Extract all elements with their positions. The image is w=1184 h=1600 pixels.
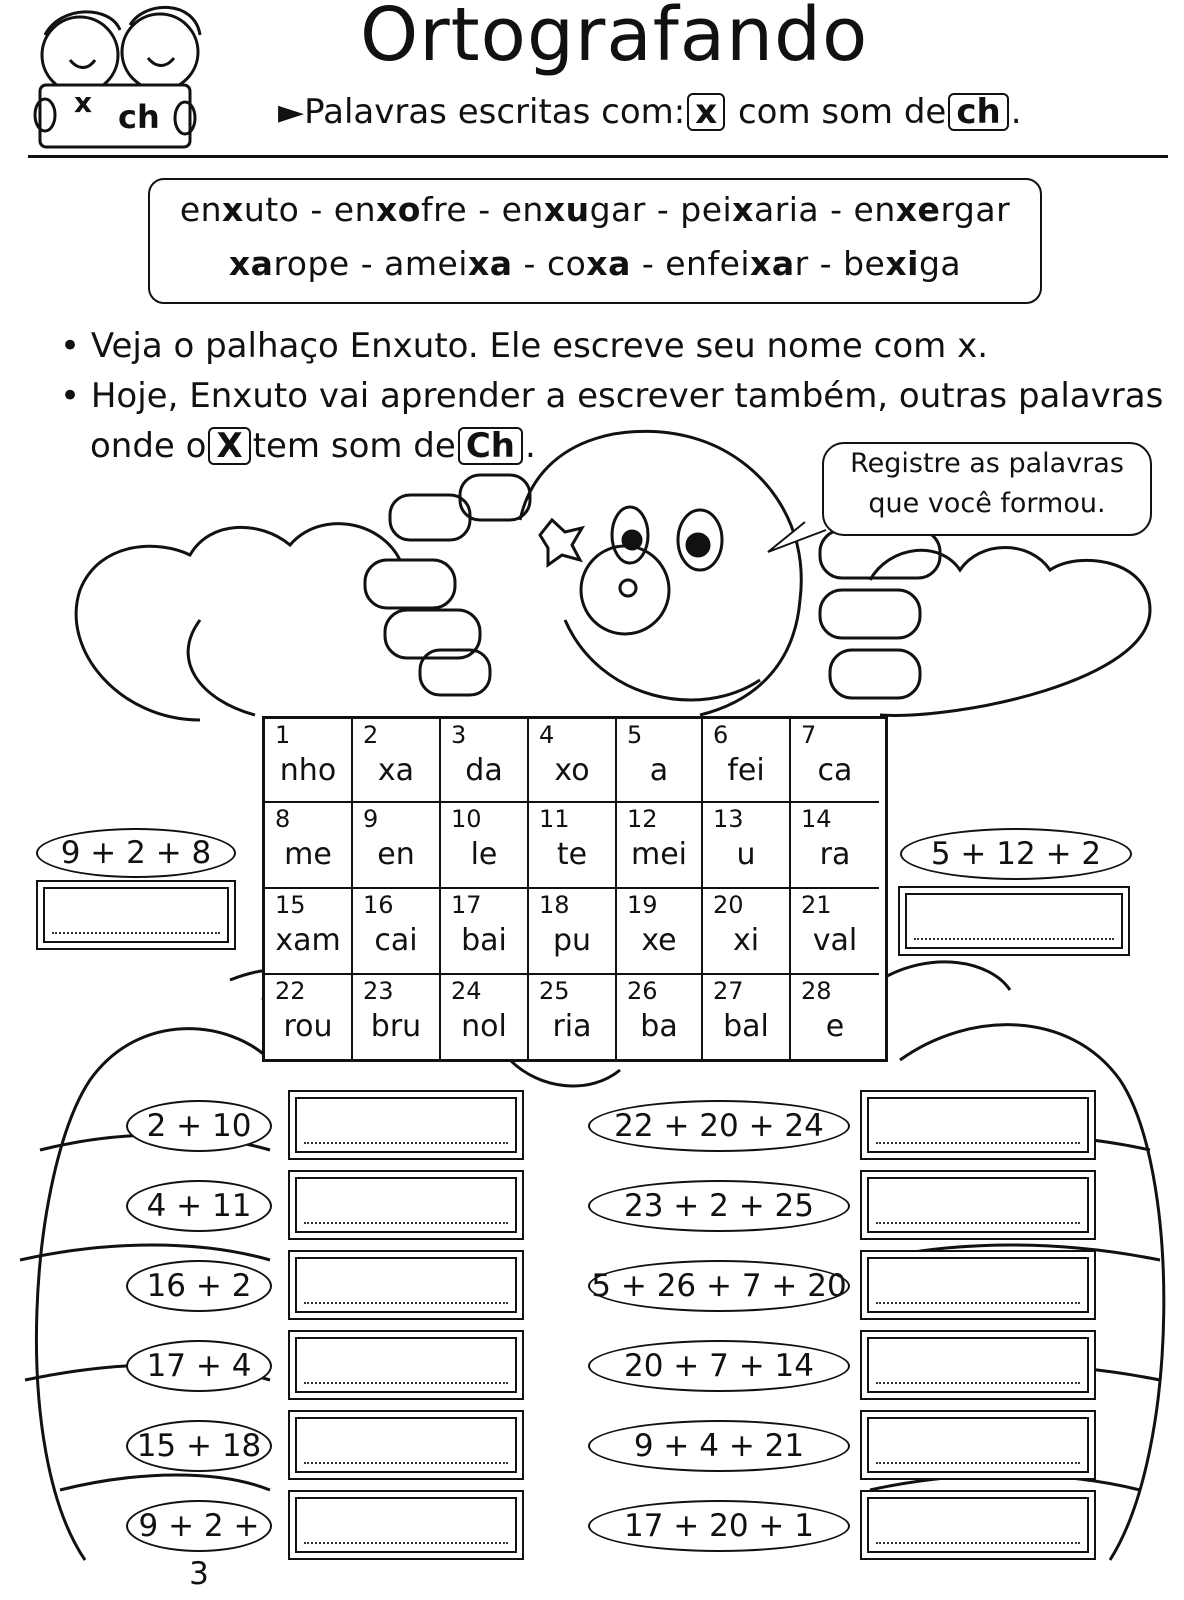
syllable-cell <box>703 889 791 975</box>
syllable-number: 28 <box>801 977 832 1005</box>
syllable-number: 27 <box>713 977 744 1005</box>
syllable-cell <box>617 889 703 975</box>
word-separator: - <box>819 190 854 229</box>
syllable-text: da <box>465 753 503 788</box>
word-part: r <box>794 244 809 283</box>
answer-box-right[interactable] <box>860 1090 1096 1160</box>
word-part: enfei <box>665 244 751 283</box>
word-separator: - <box>630 244 666 283</box>
word-separator: - <box>808 244 844 283</box>
answer-box-left[interactable] <box>288 1330 524 1400</box>
syllable-text: ba <box>640 1009 678 1044</box>
syllable-number: 10 <box>451 805 482 833</box>
word-part: amei <box>384 244 468 283</box>
word-part: uto <box>243 190 300 229</box>
sum-oval-left: 4 + 11 <box>126 1180 272 1232</box>
syllable-text: xam <box>275 923 341 958</box>
syllable-number: 7 <box>801 721 817 749</box>
syllable-text: nho <box>279 753 337 788</box>
syllable-cell <box>353 803 441 889</box>
speech-bubble-line-1: Registre as palavras <box>850 448 1124 479</box>
word-part: gar <box>589 190 646 229</box>
sum-oval-left: 2 + 10 <box>126 1100 272 1152</box>
syllable-number: 14 <box>801 805 832 833</box>
word-separator: - <box>299 190 334 229</box>
word-part: ga <box>918 244 962 283</box>
word-list-line-1 <box>150 190 1040 229</box>
instruction-ch-box: Ch <box>458 427 523 465</box>
instruction-x-box: X <box>208 427 250 465</box>
subtitle-end: . <box>1010 92 1022 132</box>
subtitle-prefix: ►Palavras escritas com: <box>278 92 686 132</box>
sum-oval-left: 16 + 2 <box>126 1260 272 1312</box>
syllable-number: 4 <box>539 721 555 749</box>
syllable-number: 1 <box>275 721 291 749</box>
subtitle <box>278 92 1022 132</box>
subtitle-ch-box: ch <box>948 93 1008 131</box>
syllable-cell <box>441 889 529 975</box>
sum-oval-middle: 20 + 7 + 14 <box>588 1340 850 1392</box>
syllable-cell <box>353 889 441 975</box>
answer-box-right[interactable] <box>860 1490 1096 1560</box>
syllable-cell <box>791 803 879 889</box>
syllable-cell <box>265 803 353 889</box>
syllable-text: xi <box>732 923 760 958</box>
syllable-number: 16 <box>363 891 394 919</box>
card-x-letter: x <box>74 86 93 119</box>
syllable-text: en <box>377 837 415 872</box>
word-part: fre <box>420 190 468 229</box>
syllable-cell <box>617 719 703 803</box>
syllable-cell <box>703 803 791 889</box>
word-part: rope <box>273 244 350 283</box>
syllable-number: 19 <box>627 891 658 919</box>
syllable-number: 2 <box>363 721 379 749</box>
word-separator: - <box>467 190 502 229</box>
syllable-text: te <box>556 837 588 872</box>
word-highlight: xa <box>750 244 795 283</box>
syllable-number: 23 <box>363 977 394 1005</box>
word-part: co <box>546 244 587 283</box>
syllable-text: cai <box>374 923 418 958</box>
syllable-cell <box>791 889 879 975</box>
word-part: be <box>843 244 886 283</box>
subtitle-mid: com som de <box>727 92 947 132</box>
answer-box-right[interactable] <box>860 1250 1096 1320</box>
syllable-number: 25 <box>539 977 570 1005</box>
sum-oval-middle: 9 + 4 + 21 <box>588 1420 850 1472</box>
sum-oval-middle: 5 + 26 + 7 + 20 <box>588 1260 850 1312</box>
word-highlight: xa <box>228 244 274 283</box>
syllable-text: xa <box>377 753 415 788</box>
syllable-cell <box>265 889 353 975</box>
answer-box-left-top[interactable] <box>36 880 236 950</box>
word-separator: - <box>512 244 547 283</box>
subtitle-x-box: x <box>687 93 725 131</box>
sum-oval-left: 9 + 2 + 3 <box>126 1500 272 1552</box>
syllable-cell <box>353 719 441 803</box>
syllable-cell <box>441 719 529 803</box>
syllable-cell <box>529 719 617 803</box>
answer-box-left[interactable] <box>288 1090 524 1160</box>
syllable-number: 5 <box>627 721 643 749</box>
instruction-line-3-end: . <box>524 426 536 466</box>
syllable-text: u <box>736 837 756 872</box>
syllable-number: 15 <box>275 891 306 919</box>
syllable-text: ca <box>817 753 853 788</box>
syllable-cell <box>265 975 353 1059</box>
card-ch-letter: ch <box>118 98 160 136</box>
syllable-text: me <box>284 837 332 872</box>
word-highlight: x <box>222 190 244 229</box>
sum-oval-middle: 23 + 2 + 25 <box>588 1180 850 1232</box>
syllable-cell <box>617 803 703 889</box>
syllable-text: nol <box>461 1009 507 1044</box>
syllable-text: pu <box>552 923 592 958</box>
sum-oval-middle: 17 + 20 + 1 <box>588 1500 850 1552</box>
syllable-number: 26 <box>627 977 658 1005</box>
syllable-text: a <box>649 753 669 788</box>
word-highlight: xe <box>895 190 941 229</box>
word-separator: - <box>645 190 681 229</box>
syllable-cell <box>791 975 879 1059</box>
syllable-number: 21 <box>801 891 832 919</box>
word-part: pei <box>680 190 733 229</box>
syllable-cell <box>529 803 617 889</box>
syllable-text: xe <box>641 923 677 958</box>
syllable-number: 18 <box>539 891 570 919</box>
word-highlight: xu <box>543 190 590 229</box>
instruction-line-3-pre: onde o <box>90 426 207 466</box>
answer-box-right[interactable] <box>860 1170 1096 1240</box>
syllable-text: bal <box>723 1009 769 1044</box>
syllable-number: 20 <box>713 891 744 919</box>
page-title: Ortografando <box>360 0 869 78</box>
syllable-text: mei <box>630 837 687 872</box>
sum-oval-left: 17 + 4 <box>126 1340 272 1392</box>
syllable-text: xo <box>554 753 590 788</box>
syllable-cell <box>441 803 529 889</box>
speech-bubble <box>822 442 1152 536</box>
word-part: en <box>853 190 896 229</box>
word-highlight: xo <box>375 190 421 229</box>
syllable-cell <box>265 719 353 803</box>
instruction-line-1: • Veja o palhaço Enxuto. Ele escreve seu nome com x. <box>60 326 989 366</box>
syllable-text: bai <box>461 923 507 958</box>
syllable-text: le <box>470 837 498 872</box>
word-list-box <box>148 178 1042 304</box>
sum-oval-left: 15 + 18 <box>126 1420 272 1472</box>
syllable-text: bru <box>370 1009 422 1044</box>
word-highlight: xa <box>467 244 513 283</box>
syllable-number: 11 <box>539 805 570 833</box>
word-part: en <box>501 190 544 229</box>
word-part: aria <box>753 190 820 229</box>
syllable-number: 9 <box>363 805 379 833</box>
syllable-cell <box>529 889 617 975</box>
syllable-text: ra <box>819 837 851 872</box>
answer-box-right-top[interactable] <box>898 886 1130 956</box>
answer-box-left[interactable] <box>288 1490 524 1560</box>
instruction-line-2: • Hoje, Enxuto vai aprender a escrever também, outras palavras <box>60 376 1164 416</box>
syllable-text: ria <box>552 1009 592 1044</box>
syllable-cell <box>441 975 529 1059</box>
syllable-number: 13 <box>713 805 744 833</box>
syllable-text: val <box>812 923 858 958</box>
sum-oval-middle: 22 + 20 + 24 <box>588 1100 850 1152</box>
word-part: rgar <box>940 190 1011 229</box>
syllable-text: e <box>825 1009 845 1044</box>
syllable-number: 3 <box>451 721 467 749</box>
answer-box-right[interactable] <box>860 1330 1096 1400</box>
syllable-cell <box>703 719 791 803</box>
syllable-number: 24 <box>451 977 482 1005</box>
syllable-number: 8 <box>275 805 291 833</box>
word-separator: - <box>349 244 385 283</box>
answer-box-left[interactable] <box>288 1410 524 1480</box>
instruction-line-3 <box>90 426 536 466</box>
syllable-number: 22 <box>275 977 306 1005</box>
word-part: en <box>179 190 223 229</box>
word-part: en <box>333 190 376 229</box>
syllable-cell <box>617 975 703 1059</box>
syllable-number: 17 <box>451 891 482 919</box>
syllable-text: fei <box>727 753 765 788</box>
sum-oval-left-top: 9 + 2 + 8 <box>36 828 236 878</box>
syllable-cell <box>529 975 617 1059</box>
syllable-cell <box>703 975 791 1059</box>
answer-box-left[interactable] <box>288 1170 524 1240</box>
instruction-line-3-mid: tem som de <box>252 426 456 466</box>
word-highlight: xi <box>885 244 919 283</box>
word-list-line-2 <box>150 244 1040 283</box>
syllable-text: rou <box>283 1009 333 1044</box>
word-highlight: xa <box>586 244 631 283</box>
answer-box-left[interactable] <box>288 1250 524 1320</box>
syllable-number: 12 <box>627 805 658 833</box>
word-highlight: x <box>732 190 754 229</box>
syllable-cell <box>353 975 441 1059</box>
speech-bubble-line-2: que você formou. <box>868 488 1106 519</box>
header-divider <box>28 155 1168 158</box>
syllable-cell <box>791 719 879 803</box>
answer-box-right[interactable] <box>860 1410 1096 1480</box>
syllable-number: 6 <box>713 721 729 749</box>
syllable-grid <box>262 716 888 1062</box>
sum-oval-right-top: 5 + 12 + 2 <box>900 828 1132 880</box>
speech-bubble-tail <box>760 500 840 560</box>
